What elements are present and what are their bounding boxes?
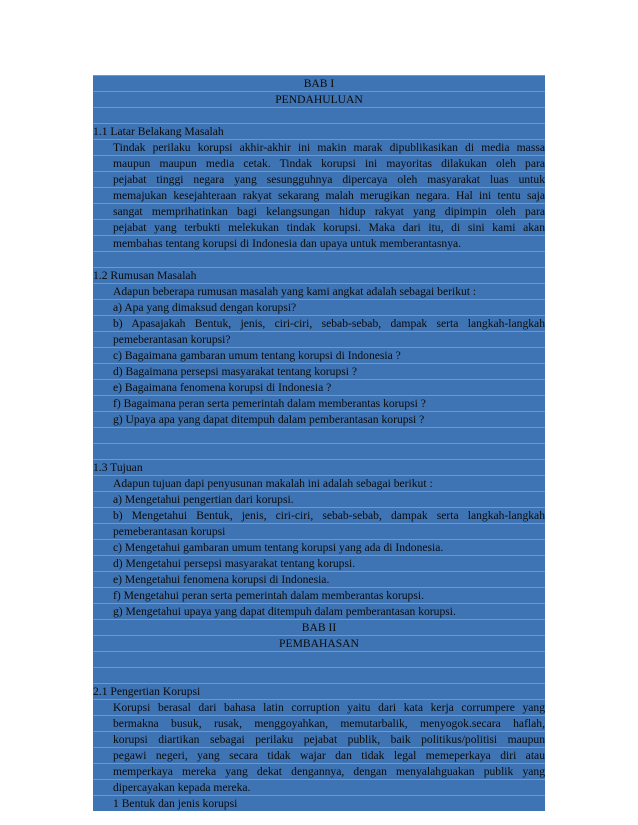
blank-line xyxy=(93,667,545,683)
text-line: BAB I xyxy=(93,75,545,91)
text-line: BAB II xyxy=(93,619,545,635)
text-line: Tindak perilaku korupsi akhir-akhir ini makin marak dipublikasikan di media massa xyxy=(93,139,545,155)
text-line: pejabat yang terbukti melekukan tindak korupsi. Maka dari itu, di sini kami akan xyxy=(93,219,545,235)
text-line: d) Bagaimana persepsi masyarakat tentang korupsi ? xyxy=(93,363,545,379)
text-line: memperkaya mereka yang dekat dengannya, dengan menyalahguakan publik yang xyxy=(93,763,545,779)
text-line: pemeberantasan korupsi? xyxy=(93,331,545,347)
text-line: b) Apasajakah Bentuk, jenis, ciri-ciri, sebab-sebab, dampak serta langkah-langkah xyxy=(93,315,545,331)
text-line: pegawi negeri, yang secara tidak wajar dan tidak legal memeperkaya diri atau xyxy=(93,747,545,763)
text-line: e) Bagaimana fenomena korupsi di Indonesia ? xyxy=(93,379,545,395)
text-line: 1 Bentuk dan jenis korupsi xyxy=(93,795,545,811)
text-line: sangat memprihatinkan bagi kelangsungan hidup rakyat yang dipimpin oleh para xyxy=(93,203,545,219)
blank-line xyxy=(93,651,545,667)
text-line: memajukan kesejahteraan rakyat sekarang malah merugikan negara. Hal ini tentu saja xyxy=(93,187,545,203)
text-line: PEMBAHASAN xyxy=(93,635,545,651)
text-line: g) Upaya apa yang dapat ditempuh dalam pemberantasan korupsi ? xyxy=(93,411,545,427)
text-line: a) Apa yang dimaksud dengan korupsi? xyxy=(93,299,545,315)
text-line: a) Mengetahui pengertian dari korupsi. xyxy=(93,491,545,507)
text-line: pemeberantasan korupsi xyxy=(93,523,545,539)
text-line: dipercayakan kepada mereka. xyxy=(93,779,545,795)
text-line: PENDAHULUAN xyxy=(93,91,545,107)
text-line: b) Mengetahui Bentuk, jenis, ciri-ciri, sebab-sebab, dampak serta langkah-langkah xyxy=(93,507,545,523)
text-line: bermakna busuk, rusak, menggoyahkan, memutarbalik, menyogok.secara haflah, xyxy=(93,715,545,731)
blank-line xyxy=(93,427,545,443)
blank-line xyxy=(93,443,545,459)
text-line: f) Bagaimana peran serta pemerintah dalam memberantas korupsi ? xyxy=(93,395,545,411)
text-line: pejabat tinggi negara yang sesungguhnya dipercaya oleh masyarakat luas untuk xyxy=(93,171,545,187)
text-line: 1.2 Rumusan Masalah xyxy=(93,267,545,283)
blank-line xyxy=(93,251,545,267)
text-line: c) Mengetahui gambaran umum tentang korupsi yang ada di Indonesia. xyxy=(93,539,545,555)
text-line: f) Mengetahui peran serta pemerintah dalam memberantas korupsi. xyxy=(93,587,545,603)
text-line: Adapun tujuan dapi penyusunan makalah ini adalah sebagai berikut : xyxy=(93,475,545,491)
text-line: c) Bagaimana gambaran umum tentang korupsi di Indonesia ? xyxy=(93,347,545,363)
text-line: 2.1 Pengertian Korupsi xyxy=(93,683,545,699)
text-line: maupun maupun media cetak. Tindak korupsi ini mayoritas dilakukan oleh para xyxy=(93,155,545,171)
document-page xyxy=(93,75,545,811)
text-line: Adapun beberapa rumusan masalah yang kami angkat adalah sebagai berikut : xyxy=(93,283,545,299)
text-line: membahas tentang korupsi di Indonesia dan upaya untuk memberantasnya. xyxy=(93,235,545,251)
text-line: korupsi diartikan sebagai perilaku pejabat publik, baik politikus/politisi maupun xyxy=(93,731,545,747)
blank-line xyxy=(93,107,545,123)
text-line: e) Mengetahui fenomena korupsi di Indonesia. xyxy=(93,571,545,587)
text-line: g) Mengetahui upaya yang dapat ditempuh dalam pemberantasan korupsi. xyxy=(93,603,545,619)
text-line: 1.3 Tujuan xyxy=(93,459,545,475)
text-line: Korupsi berasal dari bahasa latin corruption yaitu dari kata kerja corrumpere yang xyxy=(93,699,545,715)
text-line: 1.1 Latar Belakang Masalah xyxy=(93,123,545,139)
text-line: d) Mengetahui persepsi masyarakat tentang korupsi. xyxy=(93,555,545,571)
